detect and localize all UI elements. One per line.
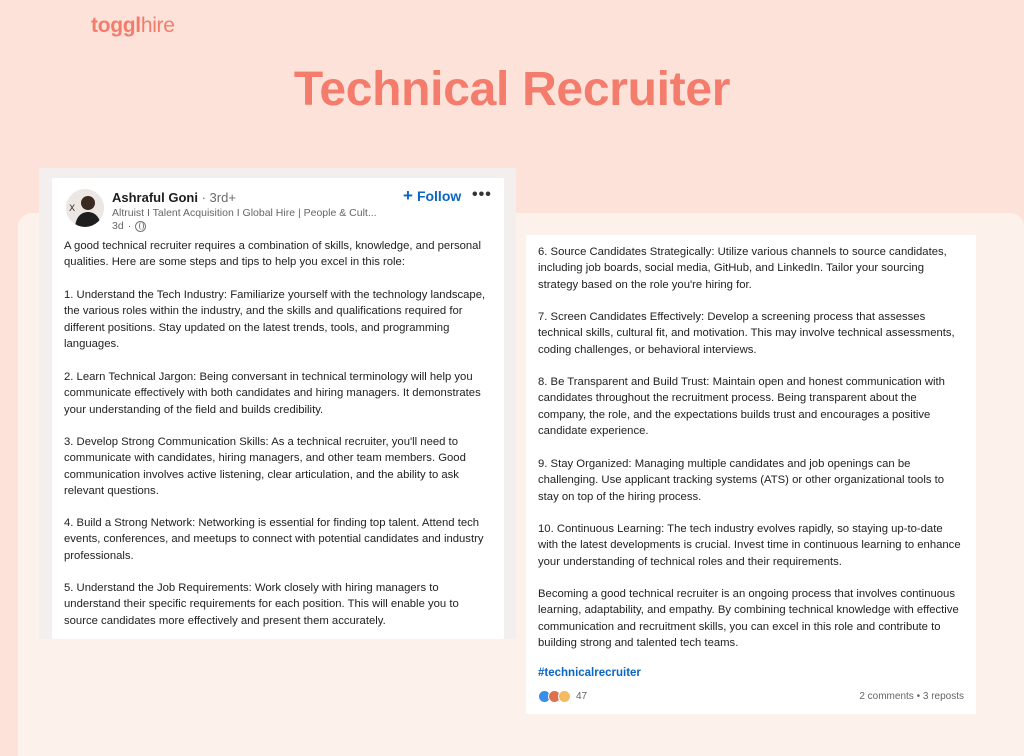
insightful-reaction-icon xyxy=(558,690,571,703)
post-step: 5. Understand the Job Requirements: Work closely with hiring managers to understand their specific requirements for each position. This will enable you to source candidates more effectively and present them accurately. xyxy=(64,582,459,627)
post-step: 2. Learn Technical Jargon: Being conversant in technical terminology will help you communicate effectively with both candidates and hiring managers. It demonstrates your understanding of the field and builds credibility. xyxy=(64,371,481,416)
post-step: 8. Be Transparent and Build Trust: Maintain open and honest communication with candidates throughout the recruitment process. Being transparent about the company, the role, and the expectations builds trust and encourages a positive candidate experience. xyxy=(538,376,945,437)
author-name[interactable]: Ashraful Goni xyxy=(112,190,198,205)
follow-label: Follow xyxy=(416,187,462,204)
avatar[interactable] xyxy=(66,189,104,227)
post-card-part-2 xyxy=(526,235,976,714)
post-step: 10. Continuous Learning: The tech industry evolves rapidly, so staying up-to-date with the latest developments is crucial. Invest time in continuous learning to enhance your understanding of technical roles and their requirements. xyxy=(538,523,961,568)
connection-degree: 3rd+ xyxy=(209,190,236,205)
reposts-link[interactable]: 3 reposts xyxy=(922,691,964,702)
avatar-photo-icon xyxy=(66,189,104,227)
stats-separator: • xyxy=(913,691,923,702)
post-time: 3d xyxy=(112,220,124,232)
logo-bold-text: toggl xyxy=(91,14,141,37)
post-meta: 3d · xyxy=(112,220,146,232)
hashtag-link[interactable]: #technicalrecruiter xyxy=(538,667,641,679)
author-line: Ashraful Goni · 3rd+ xyxy=(112,190,236,205)
post-step: 4. Build a Strong Network: Networking is essential for finding top talent. Attend tech events, conferences, and meetups to connect with potential candidates and industry professionals. xyxy=(64,517,484,562)
toggl-hire-logo[interactable] xyxy=(91,14,175,38)
post-stats xyxy=(859,691,964,702)
comments-link[interactable]: 2 comments xyxy=(859,691,914,702)
post-conclusion: Becoming a good technical recruiter is an ongoing process that involves continuous learning, adaptability, and empathy. By combining technical knowledge with effective communication and recruitment skills, you can excel in this role and contribute to building strong and talented tech teams. xyxy=(538,588,959,649)
post-card-part-1 xyxy=(52,178,504,639)
post-step: 7. Screen Candidates Effectively: Develop a screening process that assesses technical skills, cultural fit, and motivation. This may involve technical assessments, coding challenges, or behavioral interviews. xyxy=(538,311,955,356)
logo-light-text: hire xyxy=(140,14,175,37)
author-headline: Altruist I Talent Acquisition I Global Hire | People & Cult... xyxy=(112,207,377,219)
post-step: 3. Develop Strong Communication Skills: As a technical recruiter, you'll need to communicate with candidates, hiring managers, and other team members. Good communication involves active listening, clear articulation, and the ability to ask relevant questions. xyxy=(64,436,466,497)
reaction-count: 47 xyxy=(576,691,588,702)
post-step: 1. Understand the Tech Industry: Familiarize yourself with the technology landscape, the various roles within the industry, and the skills and qualifications required for different positions. Stay updated on the latest trends, tools, and programming languages. xyxy=(64,289,486,350)
globe-icon xyxy=(135,221,146,232)
plus-icon: + xyxy=(403,186,413,205)
post-intro: A good technical recruiter requires a combination of skills, knowledge, and personal qualities. Here are some steps and tips to help you excel in this role: xyxy=(64,240,481,269)
more-options-icon[interactable]: ••• xyxy=(472,186,492,203)
reactions-summary[interactable] xyxy=(538,690,587,703)
follow-button[interactable] xyxy=(403,187,461,204)
post-step: 9. Stay Organized: Managing multiple candidates and job openings can be challenging. Use applicant tracking systems (ATS) or other organizational tools to stay on top of the hiring process. xyxy=(538,458,945,503)
svg-text:X: X xyxy=(69,204,76,214)
post-step: 6. Source Candidates Strategically: Utilize various channels to source candidates, including job boards, social media, GitHub, and LinkedIn. Tailor your sourcing strategy based on the role you're hiring for. xyxy=(538,246,947,291)
page-title: Technical Recruiter xyxy=(293,63,731,116)
